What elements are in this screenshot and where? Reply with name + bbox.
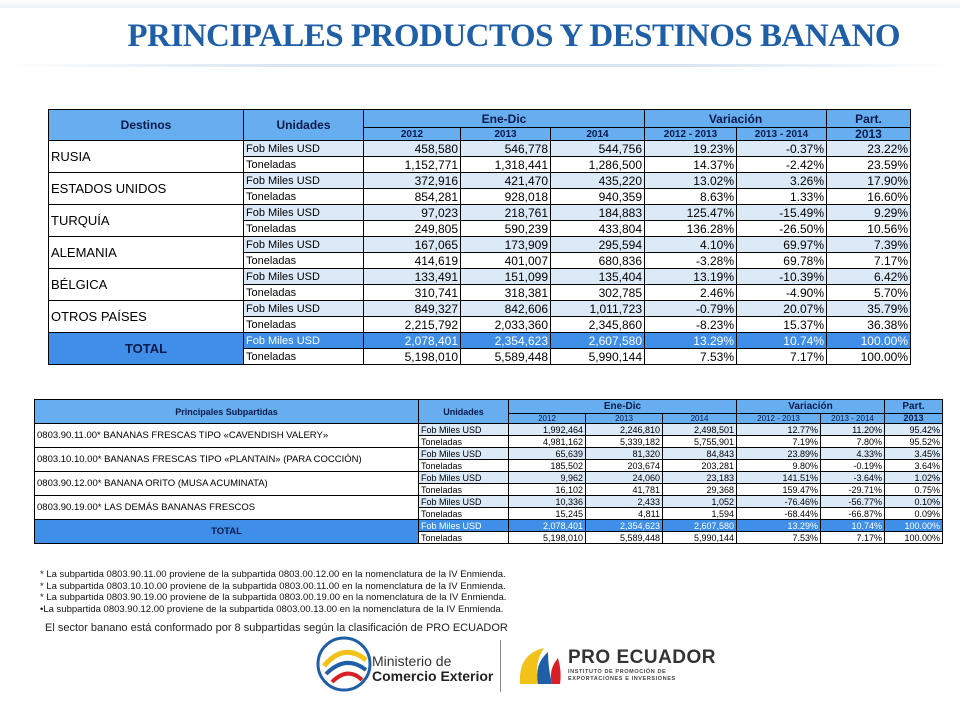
value-cell: 544,756	[551, 141, 645, 157]
value-cell: 4.10%	[645, 237, 737, 253]
value-cell: 23.59%	[827, 157, 911, 173]
value-cell: 11.20%	[821, 424, 885, 436]
proecuador-name: PRO ECUADOR	[568, 647, 717, 668]
total-value-cell: 7.17%	[737, 349, 827, 365]
value-cell: 849,327	[364, 301, 461, 317]
value-cell: 12.77%	[737, 424, 821, 436]
total-value-cell: 2,078,401	[364, 333, 461, 349]
value-cell: 1,992,464	[509, 424, 586, 436]
header-var-2012-2013: 2012 - 2013	[645, 128, 737, 141]
header-2013: 2013	[586, 414, 663, 424]
value-cell: 435,220	[551, 173, 645, 189]
header-unidades: Unidades	[419, 400, 509, 424]
value-cell: 2.46%	[645, 285, 737, 301]
value-cell: 141.51%	[737, 472, 821, 484]
value-cell: 1,594	[663, 508, 737, 520]
header-part-year: 2013	[885, 414, 943, 424]
value-cell: 7.19%	[737, 436, 821, 448]
top-bar	[0, 0, 960, 8]
unit-cell: Fob Miles USD	[419, 496, 509, 508]
total-value-cell: 2,354,623	[461, 333, 551, 349]
value-cell: 2,498,501	[663, 424, 737, 436]
value-cell: 6.42%	[827, 269, 911, 285]
value-cell: 1,318,441	[461, 157, 551, 173]
value-cell: 10.56%	[827, 221, 911, 237]
destinations-table	[48, 109, 911, 365]
unit-cell: Toneladas	[419, 436, 509, 448]
row-name: ALEMANIA	[49, 237, 244, 269]
unit-cell: Fob Miles USD	[244, 205, 364, 221]
value-cell: 7.17%	[827, 253, 911, 269]
header-variacion: Variación	[645, 110, 827, 128]
row-name: 0803.90.19.00* LAS DEMÁS BANANAS FRESCOS	[35, 496, 419, 520]
value-cell: 136.28%	[645, 221, 737, 237]
unit-cell: Fob Miles USD	[419, 520, 509, 532]
proecuador-subtitle-1: INSTITUTO DE PROMOCIÓN DE	[568, 669, 667, 675]
value-cell: 2,433	[586, 496, 663, 508]
value-cell: 65,639	[509, 448, 586, 460]
title-rule	[0, 64, 960, 67]
value-cell: 5,339,182	[586, 436, 663, 448]
value-cell: 167,065	[364, 237, 461, 253]
footnotes	[40, 569, 506, 615]
unit-cell: Fob Miles USD	[244, 269, 364, 285]
footnote: •La subpartida 0803.90.12.00 proviene de la subpartida 0803.00.13.00 en la nomenclatura de la IV Enmienda.	[40, 603, 504, 615]
unit-cell: Toneladas	[419, 460, 509, 472]
value-cell: 218,761	[461, 205, 551, 221]
total-value-cell: 7.53%	[645, 349, 737, 365]
total-value-cell: 10.74%	[737, 333, 827, 349]
value-cell: 8.63%	[645, 189, 737, 205]
value-cell: 0.75%	[885, 484, 943, 496]
header-part-year: 2013	[827, 128, 911, 141]
footnote: * La subpartida 0803.90.11.00 proviene de la subpartida 0803.00.12.00 en la nomenclatura de la IV Enmienda.	[40, 569, 506, 580]
value-cell: -26.50%	[737, 221, 827, 237]
value-cell: 928,018	[461, 189, 551, 205]
unit-cell: Toneladas	[244, 221, 364, 237]
value-cell: 15,245	[509, 508, 586, 520]
value-cell: 151,099	[461, 269, 551, 285]
value-cell: 185,502	[509, 460, 586, 472]
total-value-cell: 7.53%	[737, 532, 821, 544]
value-cell: 20.07%	[737, 301, 827, 317]
value-cell: 135,404	[551, 269, 645, 285]
value-cell: 95.42%	[885, 424, 943, 436]
value-cell: -0.37%	[737, 141, 827, 157]
unit-cell: Toneladas	[244, 157, 364, 173]
value-cell: 2,033,360	[461, 317, 551, 333]
value-cell: -3.28%	[645, 253, 737, 269]
value-cell: 69.97%	[737, 237, 827, 253]
value-cell: -0.19%	[821, 460, 885, 472]
value-cell: 125.47%	[645, 205, 737, 221]
value-cell: 84,843	[663, 448, 737, 460]
value-cell: 4,981,162	[509, 436, 586, 448]
value-cell: 2,215,792	[364, 317, 461, 333]
header-2012: 2012	[509, 414, 586, 424]
proecuador-emblem-icon	[514, 640, 564, 692]
value-cell: 854,281	[364, 189, 461, 205]
value-cell: 318,381	[461, 285, 551, 301]
total-value-cell: 5,198,010	[364, 349, 461, 365]
total-value-cell: 5,589,448	[461, 349, 551, 365]
unit-cell: Fob Miles USD	[244, 173, 364, 189]
unit-cell: Fob Miles USD	[244, 141, 364, 157]
value-cell: 203,281	[663, 460, 737, 472]
header-destinos: Destinos	[49, 110, 244, 141]
value-cell: 2,345,860	[551, 317, 645, 333]
ministerio-line2: Comercio Exterior	[372, 668, 494, 684]
subpartidas-table	[34, 399, 943, 544]
value-cell: 29,368	[663, 484, 737, 496]
header-2014: 2014	[551, 128, 645, 141]
total-value-cell: 13.29%	[645, 333, 737, 349]
total-value-cell: 13.29%	[737, 520, 821, 532]
value-cell: 546,778	[461, 141, 551, 157]
value-cell: 1,152,771	[364, 157, 461, 173]
ministerio-line1: Ministerio de	[372, 653, 452, 669]
unit-cell: Fob Miles USD	[244, 301, 364, 317]
header-ene-dic: Ene-Dic	[509, 400, 737, 414]
value-cell: 401,007	[461, 253, 551, 269]
value-cell: 13.19%	[645, 269, 737, 285]
total-value-cell: 10.74%	[821, 520, 885, 532]
total-value-cell: 100.00%	[885, 520, 943, 532]
value-cell: 159.47%	[737, 484, 821, 496]
value-cell: 1,286,500	[551, 157, 645, 173]
value-cell: 7.80%	[821, 436, 885, 448]
row-name: BÉLGICA	[49, 269, 244, 301]
unit-cell: Fob Miles USD	[244, 333, 364, 349]
value-cell: -15.49%	[737, 205, 827, 221]
value-cell: 3.64%	[885, 460, 943, 472]
value-cell: 433,804	[551, 221, 645, 237]
value-cell: 4.33%	[821, 448, 885, 460]
value-cell: 1.02%	[885, 472, 943, 484]
value-cell: 133,491	[364, 269, 461, 285]
total-value-cell: 5,589,448	[586, 532, 663, 544]
header-var-2012-2013: 2012 - 2013	[737, 414, 821, 424]
value-cell: -76.46%	[737, 496, 821, 508]
value-cell: 9.29%	[827, 205, 911, 221]
header-var-2013-2014: 2013 - 2014	[821, 414, 885, 424]
header-2012: 2012	[364, 128, 461, 141]
value-cell: -3.64%	[821, 472, 885, 484]
total-value-cell: 100.00%	[885, 532, 943, 544]
header-part: Part.	[827, 110, 911, 128]
row-name: TURQUÍA	[49, 205, 244, 237]
value-cell: 14.37%	[645, 157, 737, 173]
unit-cell: Toneladas	[244, 349, 364, 365]
value-cell: 421,470	[461, 173, 551, 189]
value-cell: 203,674	[586, 460, 663, 472]
total-value-cell: 5,990,144	[663, 532, 737, 544]
value-cell: 184,883	[551, 205, 645, 221]
value-cell: 295,594	[551, 237, 645, 253]
value-cell: 5.70%	[827, 285, 911, 301]
value-cell: 4,811	[586, 508, 663, 520]
value-cell: 842,606	[461, 301, 551, 317]
unit-cell: Fob Miles USD	[419, 472, 509, 484]
unit-cell: Fob Miles USD	[244, 237, 364, 253]
total-label: TOTAL	[49, 333, 244, 365]
value-cell: 97,023	[364, 205, 461, 221]
unit-cell: Toneladas	[419, 532, 509, 544]
page-title: PRINCIPALES PRODUCTOS Y DESTINOS BANANO	[127, 18, 900, 54]
unit-cell: Toneladas	[419, 484, 509, 496]
value-cell: 414,619	[364, 253, 461, 269]
value-cell: 7.39%	[827, 237, 911, 253]
value-cell: 590,239	[461, 221, 551, 237]
value-cell: 15.37%	[737, 317, 827, 333]
unit-cell: Toneladas	[244, 285, 364, 301]
value-cell: 302,785	[551, 285, 645, 301]
value-cell: 249,805	[364, 221, 461, 237]
value-cell: 17.90%	[827, 173, 911, 189]
header-subpartidas: Principales Subpartidas	[35, 400, 419, 424]
value-cell: -66.87%	[821, 508, 885, 520]
value-cell: 5,755,901	[663, 436, 737, 448]
ministerio-logo-text	[372, 654, 493, 684]
value-cell: 1,011,723	[551, 301, 645, 317]
value-cell: 3.45%	[885, 448, 943, 460]
value-cell: 1,052	[663, 496, 737, 508]
row-name: 0803.10.10.00* BANANAS FRESCAS TIPO «PLANTAIN» (PARA COCCIÓN)	[35, 448, 419, 472]
header-2013: 2013	[461, 128, 551, 141]
value-cell: 940,359	[551, 189, 645, 205]
row-name: RUSIA	[49, 141, 244, 173]
value-cell: 680,836	[551, 253, 645, 269]
sector-note: El sector banano está conformado por 8 subpartidas según la clasificación de PRO ECUADOR	[45, 622, 508, 634]
total-value-cell: 100.00%	[827, 349, 911, 365]
total-value-cell: 2,354,623	[586, 520, 663, 532]
header-2014: 2014	[663, 414, 737, 424]
value-cell: 3.26%	[737, 173, 827, 189]
value-cell: 2,246,810	[586, 424, 663, 436]
unit-cell: Fob Miles USD	[419, 424, 509, 436]
value-cell: 69.78%	[737, 253, 827, 269]
value-cell: -56.77%	[821, 496, 885, 508]
total-value-cell: 2,607,580	[663, 520, 737, 532]
value-cell: 24,060	[586, 472, 663, 484]
row-name: OTROS PAÍSES	[49, 301, 244, 333]
value-cell: -0.79%	[645, 301, 737, 317]
header-part: Part.	[885, 400, 943, 414]
total-value-cell: 2,078,401	[509, 520, 586, 532]
footnote: * La subpartida 0803.10.10.00 proviene de la subpartida 0803.00.11.00 en la nomenclatura de la IV Enmienda.	[40, 580, 506, 592]
value-cell: -2.42%	[737, 157, 827, 173]
footnote: * La subpartida 0803.90.19.00 proviene de la subpartida 0803.00.19.00 en la nomenclatura de la IV Enmienda.	[40, 592, 507, 603]
total-value-cell: 7.17%	[821, 532, 885, 544]
value-cell: 1.33%	[737, 189, 827, 205]
value-cell: -8.23%	[645, 317, 737, 333]
value-cell: 372,916	[364, 173, 461, 189]
value-cell: 0.10%	[885, 496, 943, 508]
value-cell: 23.89%	[737, 448, 821, 460]
value-cell: 10,336	[509, 496, 586, 508]
value-cell: 36.38%	[827, 317, 911, 333]
value-cell: 81,320	[586, 448, 663, 460]
logo-divider	[500, 640, 501, 692]
value-cell: 9,962	[509, 472, 586, 484]
value-cell: 19.23%	[645, 141, 737, 157]
row-name: ESTADOS UNIDOS	[49, 173, 244, 205]
value-cell: 41,781	[586, 484, 663, 496]
unit-cell: Toneladas	[244, 317, 364, 333]
value-cell: 173,909	[461, 237, 551, 253]
value-cell: 16.60%	[827, 189, 911, 205]
unit-cell: Fob Miles USD	[419, 448, 509, 460]
value-cell: -29.71%	[821, 484, 885, 496]
value-cell: 95.52%	[885, 436, 943, 448]
value-cell: 23.22%	[827, 141, 911, 157]
value-cell: 35.79%	[827, 301, 911, 317]
row-name: 0803.90.12.00* BANANA ORITO (MUSA ACUMINATA)	[35, 472, 419, 496]
value-cell: 16,102	[509, 484, 586, 496]
value-cell: 0.09%	[885, 508, 943, 520]
unit-cell: Toneladas	[419, 508, 509, 520]
header-variacion: Variación	[737, 400, 885, 414]
value-cell: 458,580	[364, 141, 461, 157]
header-ene-dic: Ene-Dic	[364, 110, 645, 128]
total-value-cell: 5,198,010	[509, 532, 586, 544]
value-cell: 310,741	[364, 285, 461, 301]
header-unidades: Unidades	[244, 110, 364, 141]
value-cell: -68.44%	[737, 508, 821, 520]
proecuador-subtitle-2: EXPORTACIONES E INVERSIONES	[568, 675, 676, 682]
row-name: 0803.90.11.00* BANANAS FRESCAS TIPO «CAVENDISH VALERY»	[35, 424, 419, 448]
value-cell: 13.02%	[645, 173, 737, 189]
unit-cell: Toneladas	[244, 189, 364, 205]
value-cell: 23,183	[663, 472, 737, 484]
value-cell: 9.80%	[737, 460, 821, 472]
proecuador-logo-text	[568, 647, 716, 682]
header-var-2013-2014: 2013 - 2014	[737, 128, 827, 141]
total-value-cell: 5,990,144	[551, 349, 645, 365]
value-cell: -4.90%	[737, 285, 827, 301]
value-cell: -10.39%	[737, 269, 827, 285]
total-label: TOTAL	[35, 520, 419, 544]
total-value-cell: 100.00%	[827, 333, 911, 349]
total-value-cell: 2,607,580	[551, 333, 645, 349]
unit-cell: Toneladas	[244, 253, 364, 269]
